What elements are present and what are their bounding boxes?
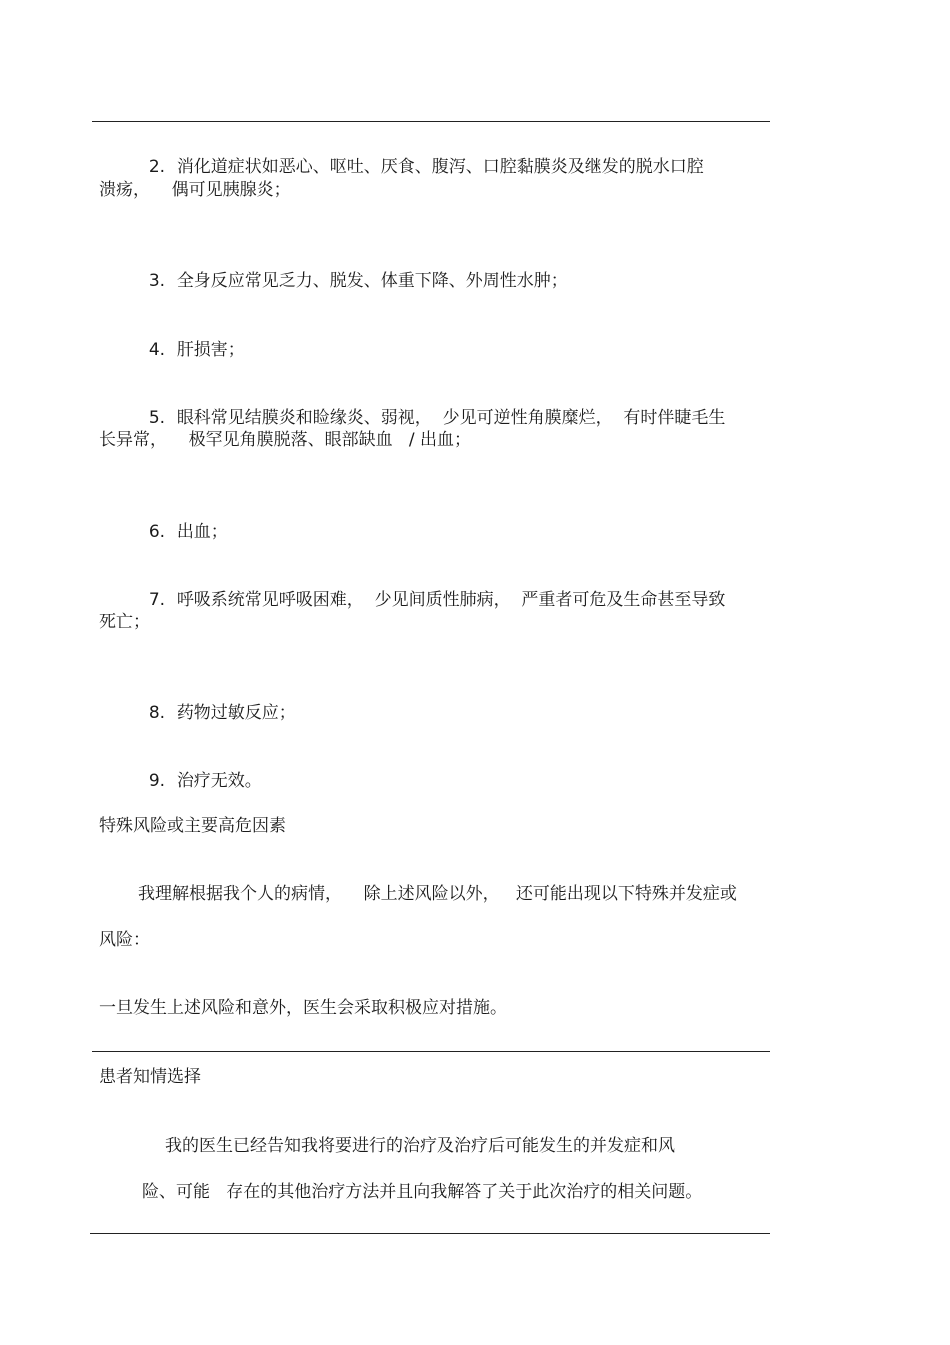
item-number: 9.	[148, 771, 166, 791]
item-text: 眼科常见结膜炎和睑缘炎、弱视， 少见可逆性角膜糜烂， 有时伴睫毛生	[176, 408, 726, 428]
item-text: 治疗无效。	[176, 771, 262, 791]
item-text: 全身反应常见乏力、脱发、体重下降、外周性水肿；	[176, 271, 568, 291]
section-heading-informed-choice: 患者知情选择	[99, 1067, 201, 1087]
list-item-continuation: 溃疡， 偶可见胰腺炎；	[99, 180, 291, 200]
item-number: 3.	[148, 271, 166, 291]
item-text: 消化道症状如恶心、呕吐、厌食、腹泻、口腔黏膜炎及继发的脱水口腔	[176, 157, 704, 177]
consent-paragraph: 我的医生已经告知我将要进行的治疗及治疗后可能发生的并发症和风	[165, 1136, 675, 1156]
list-item	[138, 314, 245, 362]
bottom-rule	[90, 1233, 770, 1234]
list-item	[138, 382, 725, 430]
special-risks-paragraph: 我理解根据我个人的病情， 除上述风险以外， 还可能出现以下特殊并发症或	[138, 884, 737, 904]
list-item	[138, 677, 296, 725]
section-rule	[92, 1051, 770, 1052]
list-item	[138, 131, 704, 179]
top-rule	[92, 121, 770, 122]
item-number: 5.	[148, 408, 166, 428]
item-number: 4.	[148, 340, 166, 360]
item-number: 7.	[148, 590, 166, 610]
item-number: 2.	[148, 157, 166, 177]
item-text: 呼吸系统常见呼吸困难， 少见间质性肺病， 严重者可危及生命甚至导致	[176, 590, 726, 610]
list-item-continuation: 死亡；	[99, 612, 150, 632]
consent-paragraph-cont: 险、可能 存在的其他治疗方法并且向我解答了关于此次治疗的相关问题。	[142, 1182, 703, 1202]
special-risks-paragraph-cont: 风险：	[99, 930, 150, 950]
list-item	[138, 496, 228, 544]
item-text: 肝损害；	[176, 340, 245, 360]
item-text: 药物过敏反应；	[176, 703, 296, 723]
item-number: 8.	[148, 703, 166, 723]
special-risks-note: 一旦发生上述风险和意外，医生会采取积极应对措施。	[99, 998, 507, 1018]
section-heading-special-risks: 特殊风险或主要高危因素	[99, 816, 286, 836]
list-item	[138, 564, 725, 612]
list-item-continuation: 长异常， 极罕见角膜脱落、眼部缺血 / 出血；	[99, 430, 471, 450]
item-number: 6.	[148, 522, 166, 542]
list-item	[138, 745, 262, 793]
item-text: 出血；	[176, 522, 228, 542]
list-item	[138, 245, 568, 293]
